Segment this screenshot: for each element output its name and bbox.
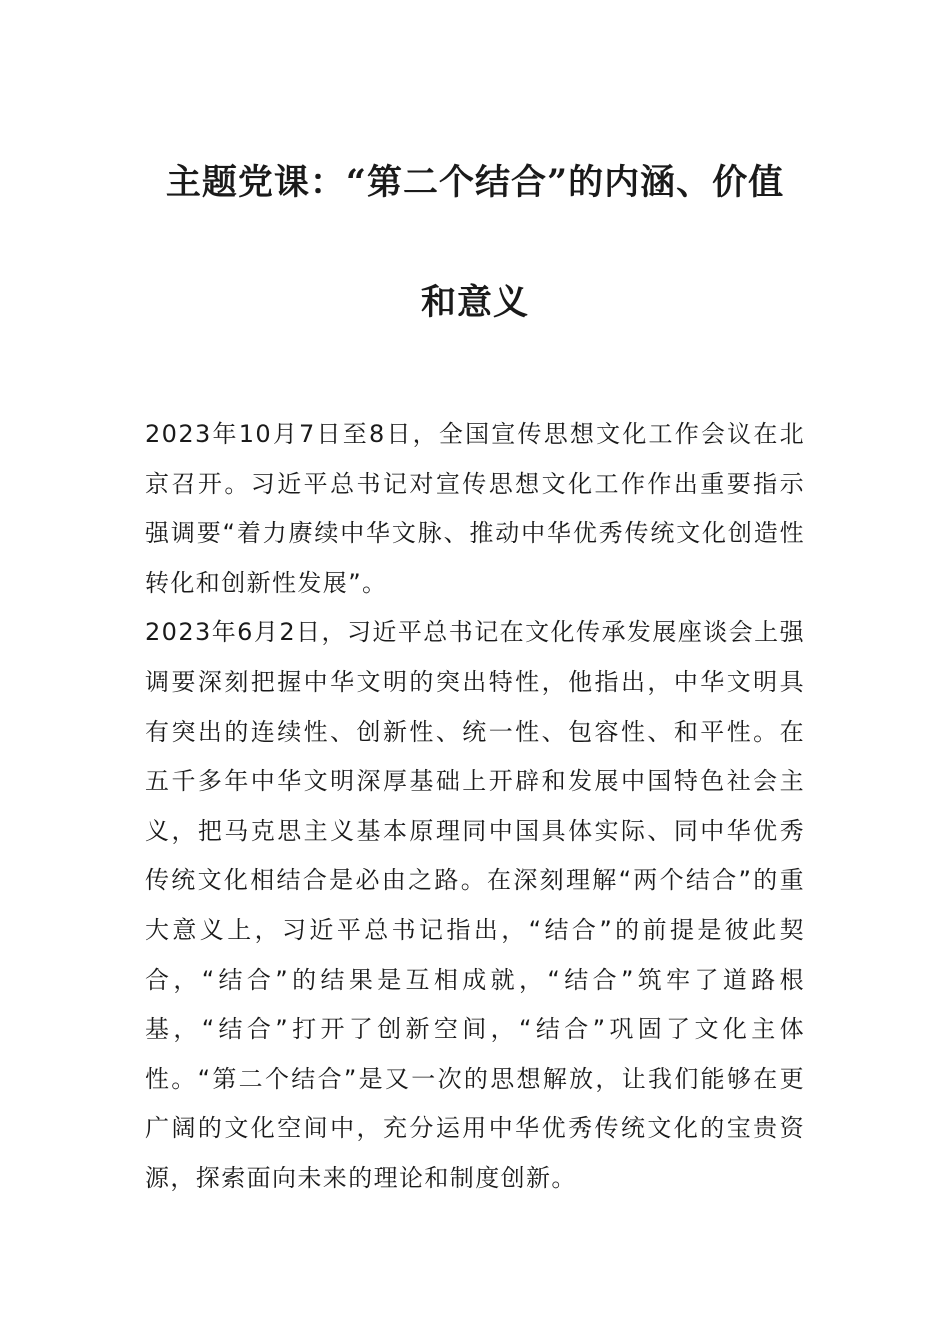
paragraph-1: 2023年10月7日至8日，全国宣传思想文化工作会议在北京召开。习近平总书记对宣传思想文化工作作出重要指示强调要“着力赓续中华文脉、推动中华优秀传统文化创造性转化和创新性发展”。 — [145, 420, 805, 597]
paragraph-2: 2023年6月2日，习近平总书记在文化传承发展座谈会上强调要深刻把握中华文明的突出特性，他指出，中华文明具有突出的连续性、创新性、统一性、包容性、和平性。在五千多年中华文明深厚基础上开辟和发展中国特色社会主义，把马克思主义基本原理同中国具体实际、同中华优秀传统文化相结合是必由之路。在深刻理解“两个结合”的重大意义上，习近平总书记指出，“结合”的前提是彼此契合，“结合”的结果是互相成就，“结合”筑牢了道路根基，“结合”打开了创新空间，“结合”巩固了文化主体性。“第二个结合”是又一次的思想解放，让我们能够在更广阔的文化空间中，充分运用中华优秀传统文化的宝贵资源，探索面向未来的理论和制度创新。 — [145, 618, 805, 1192]
document-body — [145, 410, 805, 1204]
document-title-line-1: 主题党课：“第二个结合”的内涵、价值 — [165, 162, 785, 203]
document-title-line-2: 和意义 — [420, 282, 529, 323]
